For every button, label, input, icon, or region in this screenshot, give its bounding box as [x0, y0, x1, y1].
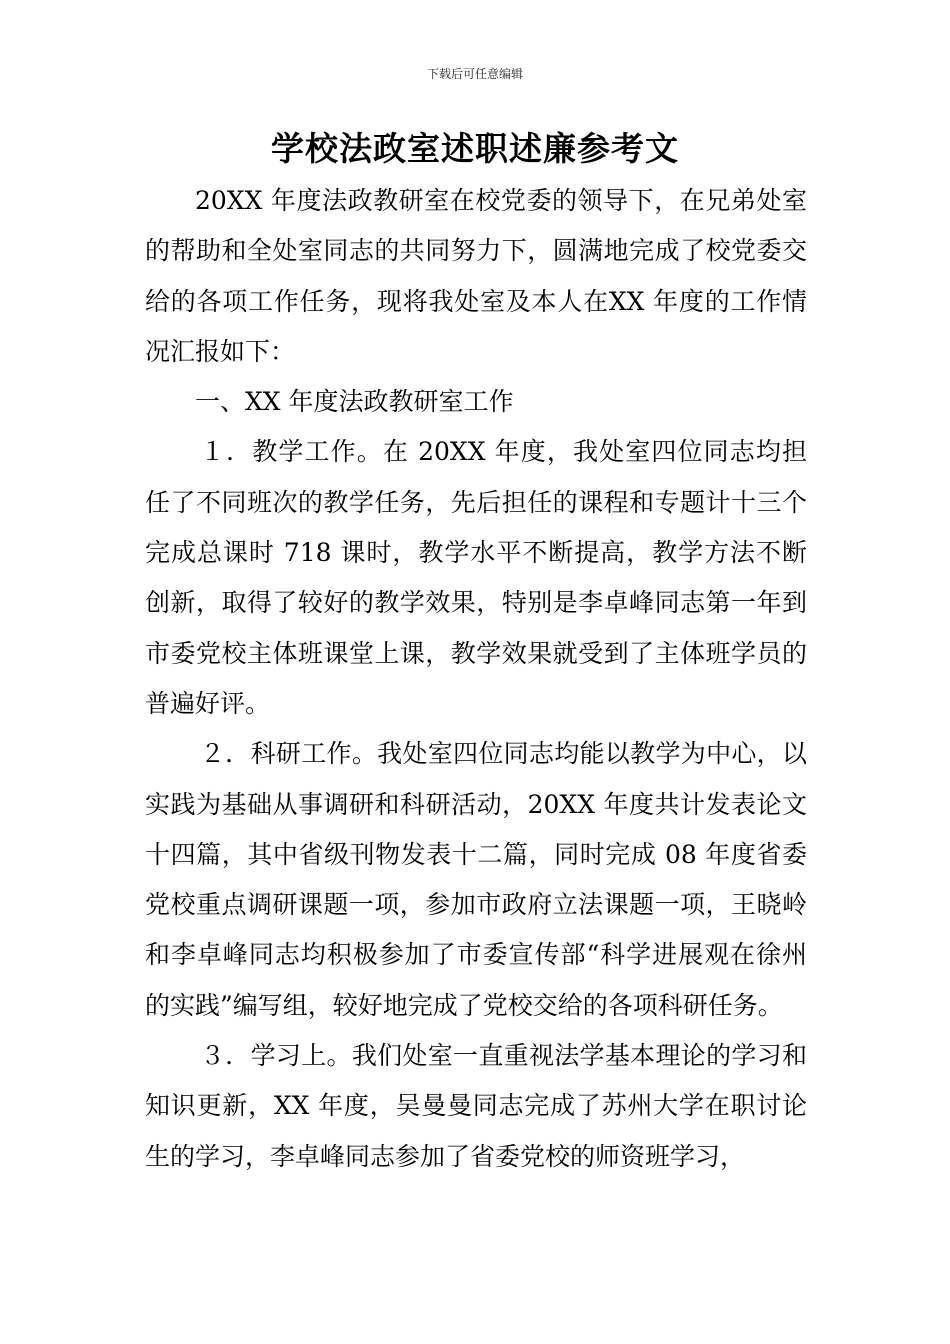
section-heading-1: 一、XX 年度法政教研室工作 [195, 387, 514, 417]
document-body [145, 176, 807, 1182]
paragraph-research: ２．科研工作。我处室四位同志均能以教学为中心，以实践为基础从事调研和科研活动，20XX 年度共计发表论文十四篇，其中省级刊物发表十二篇，同时完成 08 年度省委党校重点调研课题一项，参加市政府立法课题一项，王晓岭和李卓峰同志均积极参加了市委宣传部“科学进展观在徐州的实践”编写组，较好地完成了党校交给的各项科研任务。 [145, 739, 807, 1020]
paragraph-study: ３．学习上。我们处室一直重视法学基本理论的学习和知识更新，XX 年度，吴曼曼同志完成了苏州大学在职讨论生的学习，李卓峰同志参加了省委党校的师资班学习， [145, 1041, 807, 1171]
header-note: 下载后可任意编辑 [426, 67, 523, 81]
paragraph-teaching: １．教学工作。在 20XX 年度，我处室四位同志均担任了不同班次的教学任务，先后担任的课程和专题计十三个完成总课时 718 课时，教学水平不断提高，教学方法不断创新，取得了较好的教学效果，特别是李卓峰同志第一年到市委党校主体班课堂上课，教学效果就受到了主体班学员的普遍好评。 [145, 437, 807, 718]
document-title: 学校法政室述职述廉参考文 [271, 129, 679, 168]
paragraph-intro: 20XX 年度法政教研室在校党委的领导下，在兄弟处室的帮助和全处室同志的共同努力下，圆满地完成了校党委交给的各项工作任务，现将我处室及本人在XX 年度的工作情况汇报如下： [145, 186, 807, 366]
